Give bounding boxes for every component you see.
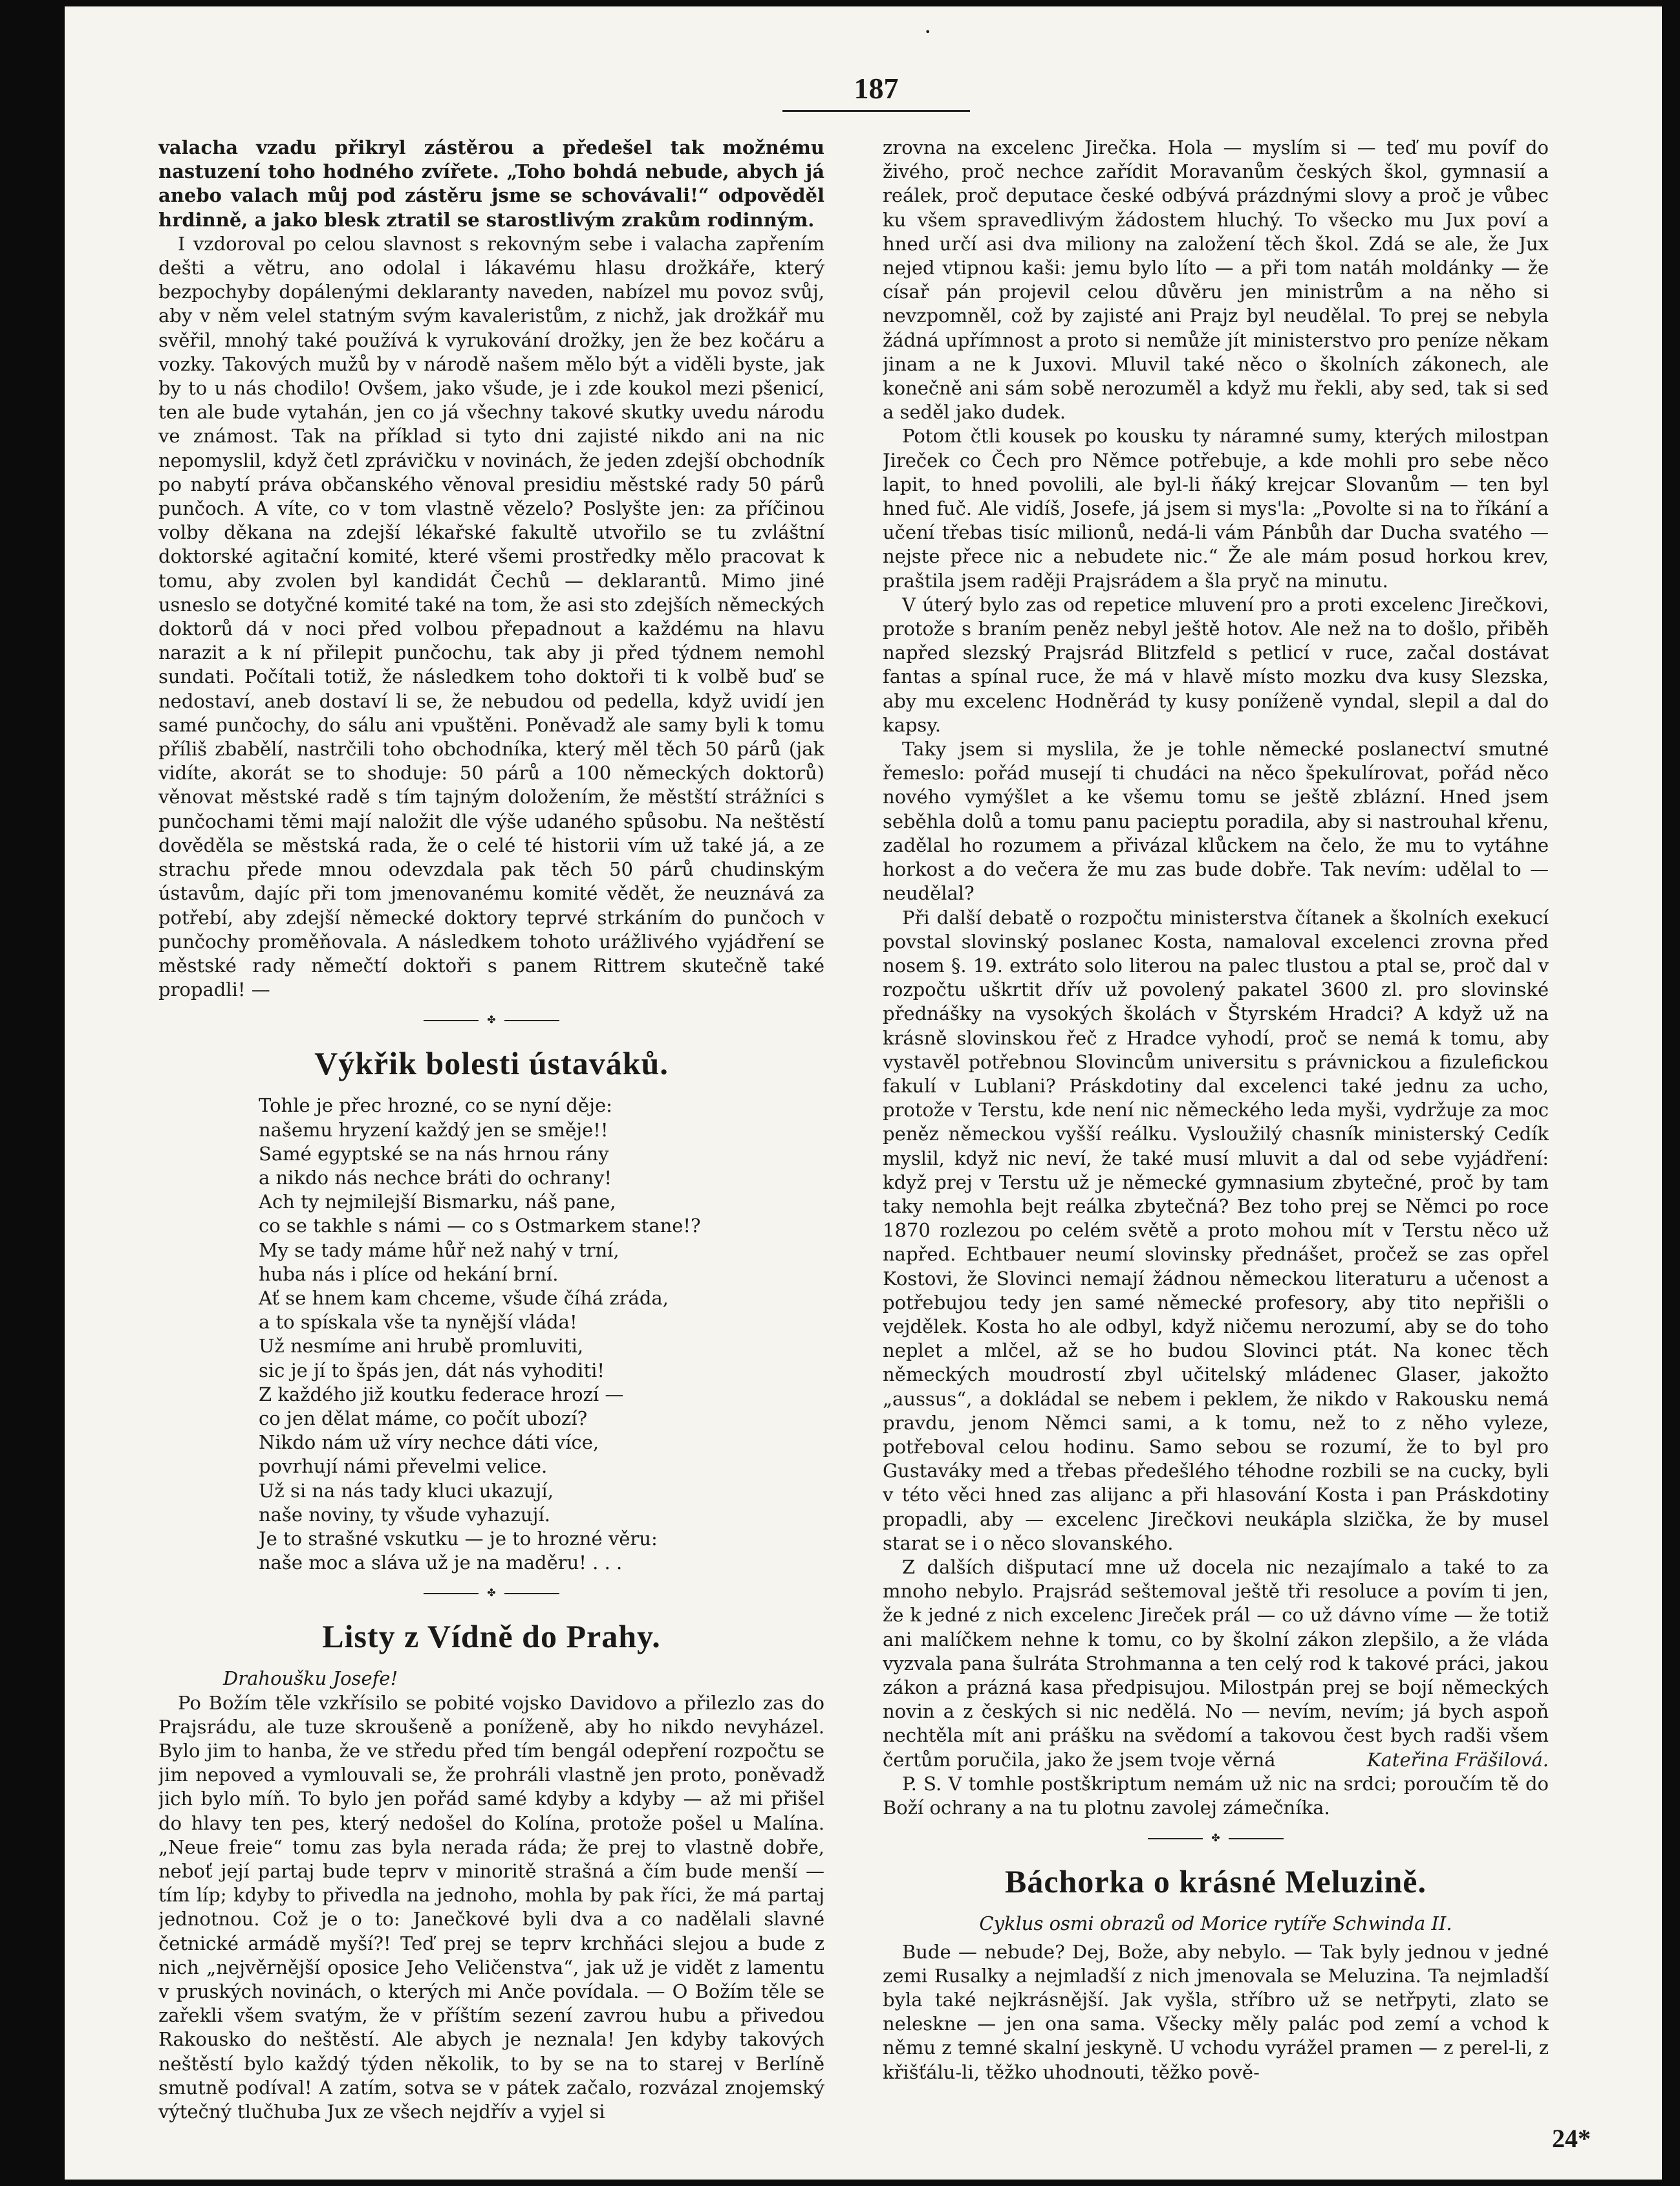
postscript: P. S. V tomhle postškriptum nemám už nic na srdci; poroučím tě do Boží ochrany a na tu plotnu zavolej zámečníka.: [883, 1773, 1549, 1819]
tale-subtitle: Cyklus osmi obrazů od Morice rytíře Schwinda II.: [979, 1912, 1452, 1935]
poem-line: Tohle je přec hrozné, co se nyní děje:: [259, 1094, 612, 1117]
poem-line: Ach ty nejmilejší Bismarku, náš pane,: [259, 1191, 616, 1213]
scan-mark: •: [925, 26, 931, 38]
poem-line: Už si na nás tady kluci ukazují,: [259, 1479, 554, 1502]
divider-ornament-icon: ✤: [479, 1015, 504, 1025]
page-number: 187: [854, 72, 899, 105]
poem-line: a nikdo nás nechce bráti do ochrany!: [259, 1166, 612, 1189]
left-column: [158, 136, 824, 2128]
poem-line: a to spískala vše ta nynější vláda!: [259, 1311, 577, 1334]
poem-line: huba nás i plíce od hekání brní.: [259, 1262, 559, 1285]
section-divider: [158, 1013, 824, 1028]
section-divider: [883, 1832, 1549, 1846]
poem-line: Nikdo nám už víry nechce dáti více,: [259, 1431, 599, 1454]
divider-ornament-icon: ✤: [479, 1588, 504, 1598]
poem-line: co se takhle s námi — co s Ostmarkem stane!?: [259, 1215, 701, 1237]
left-paragraph-2: I vzdoroval po celou slavnost s rekovným sebe i valacha zapřením dešti a větru, ano odolal i lákavému hlasu drožkáře, který bezpochyby dopálenými deklaranty naveden, nabízel mu povoz svůj, aby v něm velel statným svým kavaleristům, z nichž, jak drožkář mu svěřil, mnohý také používá k vyrukování drožky, jen že bez kočáru a vozky. Takových mužů by v národě našem mělo být a viděli byste, jak by to u nás chodilo! Ovšem, jako všude, je i zde koukol mezi pšenicí, ten ale bude vytahán, jen co já všechny takové skutky uvedu národu ve známost. Tak na příklad si tyto dni zajisté nikdo ani na nic nepomyslil, když četl zprávičku v novinách, že jeden zdejší obchodník po nabytí práva občanského věnoval presidiu městské rady 50 párů punčoch. A víte, co v tom vlastně vězelo? Poslyšte jen: za příčinou volby děkana na zdejší lékařské fakultě utvořilo se tu zvláštní doktorské agitační komité, které všemi prostředky mělo pracovat k tomu, aby zvolen byl kandidát Čechů — deklarantů. Mimo jiné usneslo se dotyčné komité také na tom, že asi sto zdejších německých doktorů dá v noci před volbou přepadnout a každému na hlavu narazit a k ní přilepit punčochu, tak aby ji před týdnem nemohl sundati. Počítali totiž, že následkem toho doktoři ti k volbě buď se nedostaví, aneb dostaví li se, že nebudou od pedella, když uvidí jen samé punčochy, do sálu ani vpuštěni. Poněvadž ale samy byli k tomu příliš zbabělí, nastrčili toho obchodníka, který měl těch 50 párů (jak vidíte, akorát se to shoduje: 50 párů a 100 německých doktorů) věnovat městské radě s tím tajným doložením, že městští strážníci s punčochami těmi mají naložit dle výše udaného spůsobu. Na neštěstí dověděla se městská rada, že o celé té historii vím už také já, a ze strachu přede mnou odevzdala pak těch 50 párů chudinským ústavům, dajíc při tom jmenovanému komité vědět, že neuznává za potřebí, aby zdejší německé doktory teprvé strkáním do punčoch v punčochy proměňovala. A následkem tohoto urážlivého vyjádření se městské rady němečtí doktoři s panem Rittrem skutečně také propadli! —: [158, 232, 824, 1001]
left-paragraph-3: Po Božím těle vzkřísilo se pobité vojsko Davidovo a přilezlo zas do Prajsrádu, ale tuze skroušeně a poníženě, aby ho nikdo nevyházel. Bylo jim to hanba, že ve středu před tím bengál odepření rozpočtu se jim nepoved a vymlouvali se, že prohráli vlastně jen proto, poněvadž jich bylo míň. To bylo jen pořád samé kdyby a kdyby — až mi přišel do hlavy ten pes, který nedošel do Kolína, protože pošel u Malína. „Neue freie“ tomu zas byla nerada ráda; že prej to vlastně dobře, neboť její partaj bude teprv v minoritě strašná a čím bude menší — tím líp; kdyby to přivedla na jednoho, mohla by pak říci, že má partaj jednotnou. Což je o to: Janečkové byli dva a co nadělali slavné četnické armádě myší?! Teď prej se teprv krchňáci slejou a bude z nich „nejvěrnější oposice Jeho Veličenstva“, jak už je vidět z lamentu v pruských novinách, o kterých mi Anče povídala. — O Božím těle se zařekli všem svatým, že v příštím sezení zavrou hubu a přivedou Rakousko do neštěstí. Ale abych je neznala! Jen kdyby takových neštěstí bylo každý týden několik, to by se na to starej v Berlíně smutně podíval! A zatím, sotva se v pátek začalo, rozvázal znojemský výtečný tlučhuba Jux ze všech nejdřív a vyjel si: [158, 1691, 824, 2123]
right-paragraph-1: zrovna na excelenc Jirečka. Hola — myslím si — teď mu povíf do živého, proč nechce zařídit Moravanům českých škol, gymnasií a reálek, proč deputace české odbývá prázdnými slovy a proč je vůbec ku všem spravedlivým žádostem hluchý. To všecko mu Jux poví a hned určí asi dva miliony na založení těch škol. Zdá se ale, že Jux nejed vtipnou kaši: jemu bylo líto — a při tom natáh moldánky — že císař pán projevil celou důvěru jen ministrům a na něho si nevzpomněl, což by zajisté ani Prajz byl neudělal. To prej se nebyla žádná upřímnost a proto si nemůže jít ministerstvo pro peníze někam jinam a ne k Juxovi. Mluvil také něco o školních zákonech, ale konečně ani sám sobě nerozuměl a když mu řekli, aby sed, tak si sed a seděl jako dudek.: [883, 136, 1549, 424]
poem: [259, 1094, 824, 1575]
right-paragraph-3: V úterý bylo zas od repetice mluvení pro a proti excelenc Jirečkovi, protože s braním peněz nebyl ještě hotov. Ale než na to došlo, přiběh napřed slezský Prajsrád Blitzfeld s petlicí v ruce, začal dostávat fantas a spínal ruce, že má v hlavě místo mozku dva kusy Slezska, aby mu excelenc Hodněrád ty kusy poníženě vyndal, slepil a dal do kapsy.: [883, 593, 1549, 736]
right-paragraph-5: Při další debatě o rozpočtu ministerstva čítanek a školních exekucí povstal slovinský poslanec Kosta, namaloval excelenci zrovna před nosem §. 19. extráto solo literou na palec tlustou a ptal se, proč dal v rozpočtu uškrtit dřív už povolený pakatel 3600 zl. pro slovinské přednášky na vysokých školách v Štyrském Hradci? A když už na krásně slovinskou řeč z Hradce vyhodí, proč se nemá k tomu, aby vystavěl potřebnou Slovincům universitu s právnickou a fizulefickou fakulí v Lublani? Práskdotiny dal excelenci také jednu za ucho, protože v Terstu, kde není nic německého leda myši, vydržuje za moc peněz německou vyšší reálku. Vysloužilý chasník ministerský Cedík myslil, když nic neví, že také musí mluvit a dal od sebe vyjádření: když prej v Terstu už je německé gymnasium zbytečné, proč by tam taky nemohla bejt reálka zbytečná? Bez toho prej se Němci po roce 1870 rozlezou po celém světě a proto mohou mít v Terstu něco už napřed. Echtbauer neumí slovinsky přednášet, pročež se zas opřel Kostovi, že Slovinci nemají žádnou německou literaturu a učenost a potřebujou tedy jen samé německé profesory, aby tito nepřišli o vejdělek. Kosta ho ale odbyl, když ničemu nerozumí, aby se do toho neplet a mlčel, až se ho budou Slovinci ptát. Na konec těch německých moudrostí zbyl učitelský mládenec Glaser, jakožto „aussus“, a dokládal se nebem i peklem, že nikdo v Rakousku nemá pravdu, jenom Němci sami, a k tomu, než to z něho vyleze, potřeboval celou hodinu. Samo sebou se rozumí, že to byl pro Gustaváky med a třebas předešlého téhodne rozbili se na cucky, byli v této věci hned zas alijanc a při hlasování Kosta i pan Práskdotiny propadli, aby — excelenc Jirečkovi neukápla slzička, že by musel starat se i o něco slovanského.: [883, 906, 1549, 1554]
right-paragraph-7: Bude — nebude? Dej, Bože, aby nebylo. — Tak byly jednou v jedné zemi Rusalky a nejmladší z nich jmenovala se Meluzina. Ta nejmladší byla také nejkrásnější. Jak vyšla, stříbro už se netřpyti, zlato se nelesknе — jen ona sama. Všecky měly palác pod zemí a vchod k němu z temné skalní jeskyně. U vchodu vyrážel pramen — z perel-li, z křišťálu-li, těžko uhodnouti, těžko pově-: [883, 1940, 1549, 2083]
right-paragraph-6: Z dalších dišputací mne už docela nic nezajímalo a také to za mnoho nebylo. Prajsrád seštemoval ještě tři resoluce a povím ti jen, že k jedné z nich excelenc Jireček prál — co už dávno víme — že totiž ani malíčkem nehne k tomu, co by školní zákon zlepšilo, a že vláda vyzvala pana šulráta Strohmanna a ten celý rod k takové práci, jakou zákon a prázná kasa předpisujou. Milostpán prej se bojí německých novin a z českých si nic nedělá. No — nevím, nevím; já bych aspoň nechtěla mít ani prášku na svědomí a takovou čest bych radši všem čertům poručila, jako že jsem tvoje věrná: [883, 1555, 1549, 1771]
newspaper-page: [65, 6, 1662, 2180]
poem-heading: Výkřik bolesti ústaváků.: [314, 1045, 669, 1082]
poem-line: povrhují námi převelmi velice.: [259, 1455, 548, 1478]
poem-line: našemu hryzení každý jen se směje!!: [259, 1118, 608, 1141]
poem-line: naše moc a sláva už je na maděru! . . .: [259, 1552, 623, 1574]
poem-line: sic je jí to špás jen, dát nás vyhoditi!: [259, 1359, 605, 1381]
poem-line: Je to strašné vskutku — je to hrozné věru:: [259, 1527, 658, 1550]
divider-ornament-icon: ✤: [1203, 1833, 1229, 1843]
page-number-rule: [782, 110, 970, 112]
poem-line: Už nesmíme ani hrubě promluviti,: [259, 1335, 584, 1358]
right-column: [883, 136, 1549, 2128]
poem-line: co jen dělat máme, co počít ubozí?: [259, 1407, 588, 1429]
right-paragraph-2: Potom čtli kousek po kousku ty náramné sumy, kterých milostpan Jireček co Čech pro Němce potřebuje, a kde mohli pro sebe něco lapit, to hned povolili, ale byl-li ňáký krejcar Slovanům — ten byl hned fuč. Ale vidíš, Josefe, já jsem si mys'la: „Povolte si na to říkání a učení třebas tisíc milionů, nedá-li vám Pánbůh dar Ducha svatého — nejste přece nic a nebudete nic.“ Že ale mám posud horkou krev, praštila jsem raději Prajsrádem a šla pryč na minutu.: [883, 425, 1549, 592]
poem-line: naše noviny, ty všude vyhazují.: [259, 1503, 550, 1526]
poem-line: Samé egyptské se na nás hrnou rány: [259, 1142, 609, 1165]
tale-heading: Báchorka o krásné Meluzině.: [1005, 1863, 1427, 1900]
poem-line: My se tady máme hůř než nahý v trní,: [259, 1239, 619, 1261]
section-divider: [158, 1586, 824, 1601]
letter-heading: Listy z Vídně do Prahy.: [322, 1618, 661, 1655]
signature-mark: 24*: [1552, 2124, 1591, 2153]
letter-signature: Kateřina Fräšilová.: [1366, 1748, 1549, 1771]
poem-line: Ať se hnem kam chceme, všude číhá zráda,: [259, 1286, 669, 1309]
letter-salutation: Drahoušku Josefe!: [223, 1667, 398, 1690]
right-paragraph-4: Taky jsem si myslila, že je tohle německé poslanectví smutné řemeslo: pořád musejí ti chudáci na něco špekulírovat, pořád něco nového vymýšlet a ke všemu tomu se ještě zblázní. Hned jsem seběhla dolů a tomu panu pacieptu poradila, aby si nastrouhal křenu, zadělal ho rozumem a přivázal klůckem na čelo, že mu to vytáhne horkost a do večera že mu zas bude dobře. Tak nevím: udělal to — neudělal?: [883, 738, 1549, 905]
left-paragraph-1: valacha vzadu přikryl zástěrou a předešel tak možnému nastuzení toho hodného zvířete. „Toho bohdá nebude, abych já anebo valach můj pod zástěru jsme se schovávali!“ odpověděl hrdinně, a jako blesk ztratil se starostlivým zrakům rodinným.: [158, 136, 824, 231]
poem-line: Z každého již koutku federace hrozí —: [259, 1383, 624, 1405]
